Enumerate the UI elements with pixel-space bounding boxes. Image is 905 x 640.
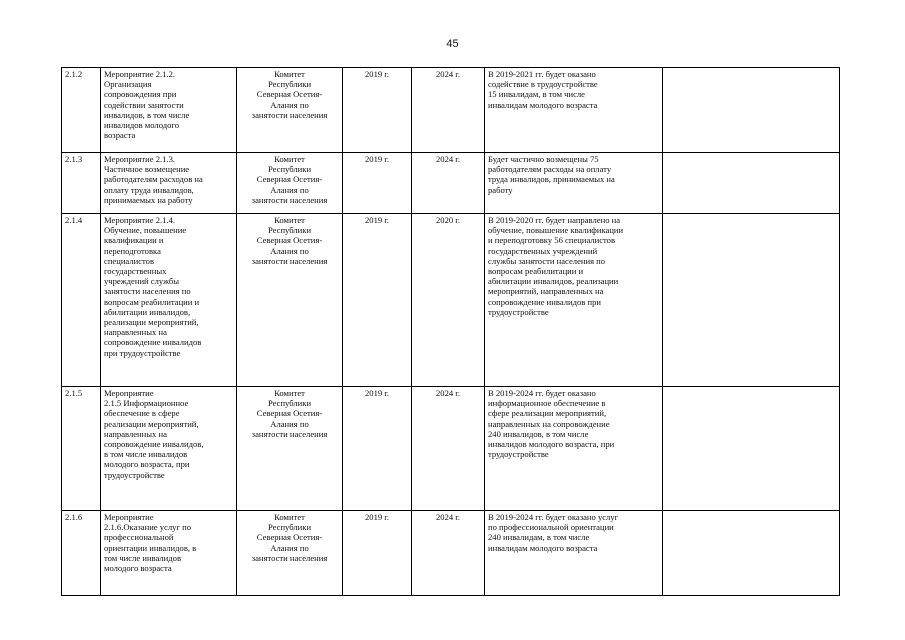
table-row bbox=[62, 153, 840, 214]
empty-cell bbox=[663, 153, 840, 214]
expected-result: В 2019-2021 гг. будет оказано содействие в трудоустройстве 15 инвалидам, в том числе инвалидам молодого возраста bbox=[485, 68, 663, 153]
row-number: 2.1.2 bbox=[62, 68, 101, 153]
end-year: 2024 г. bbox=[412, 153, 485, 214]
end-year: 2024 г. bbox=[412, 511, 485, 596]
executor: Комитет Республики Северная Осетия- Алания по занятости населения bbox=[237, 68, 343, 153]
empty-cell bbox=[663, 68, 840, 153]
activity-description: Мероприятие 2.1.4. Обучение, повышение квалификации и переподготовка специалистов государственных учреждений службы занятости населения по вопросам реабилитации и абилитации инвалидов, реализации мероприятий, направленных на сопровождение инвалидов при трудоустройстве bbox=[101, 214, 237, 387]
executor: Комитет Республики Северная Осетия- Алания по занятости населения bbox=[237, 153, 343, 214]
table-row bbox=[62, 511, 840, 596]
start-year: 2019 г. bbox=[343, 214, 412, 387]
program-activities-table bbox=[61, 67, 840, 596]
row-number: 2.1.3 bbox=[62, 153, 101, 214]
activity-description: Мероприятие 2.1.2. Организация сопровождения при содействии занятости инвалидов, в том числе инвалидов молодого возраста bbox=[101, 68, 237, 153]
activity-description: Мероприятие 2.1.3. Частичное возмещение работодателям расходов на оплату труда инвалидов, принимаемых на работу bbox=[101, 153, 237, 214]
empty-cell bbox=[663, 511, 840, 596]
page-number: 45 bbox=[446, 38, 459, 50]
start-year: 2019 г. bbox=[343, 387, 412, 511]
empty-cell bbox=[663, 214, 840, 387]
end-year: 2024 г. bbox=[412, 68, 485, 153]
row-number: 2.1.4 bbox=[62, 214, 101, 387]
row-number: 2.1.6 bbox=[62, 511, 101, 596]
table-row bbox=[62, 68, 840, 153]
end-year: 2020 г. bbox=[412, 214, 485, 387]
table-row bbox=[62, 387, 840, 511]
activity-description: Мероприятие 2.1.5 Информационное обеспечение в сфере реализации мероприятий, направленных на сопровождение инвалидов, в том числе инвалидов молодого возраста, при трудоустройстве bbox=[101, 387, 237, 511]
start-year: 2019 г. bbox=[343, 153, 412, 214]
expected-result: Будет частично возмещены 75 работодателям расходы на оплату труда инвалидов, принимаемых на работу bbox=[485, 153, 663, 214]
executor: Комитет Республики Северная Осетия- Алания по занятости населения bbox=[237, 387, 343, 511]
start-year: 2019 г. bbox=[343, 511, 412, 596]
empty-cell bbox=[663, 387, 840, 511]
expected-result: В 2019-2024 гг. будет оказано услуг по профессиональной ориентации 240 инвалидам, в том числе инвалидам молодого возраста bbox=[485, 511, 663, 596]
table-row bbox=[62, 214, 840, 387]
end-year: 2024 г. bbox=[412, 387, 485, 511]
expected-result: В 2019-2020 гг. будет направлено на обучение, повышение квалификации и переподготовку 56 специалистов государственных учреждений службы занятости населения по вопросам реабилитации и абилитации инвалидов, реализации мероприятий, направленных на сопровождение инвалидов при трудоустройстве bbox=[485, 214, 663, 387]
executor: Комитет Республики Северная Осетия- Алания по занятости населения bbox=[237, 214, 343, 387]
activity-description: Мероприятие 2.1.6.Оказание услуг по профессиональной ориентации инвалидов, в том числе инвалидов молодого возраста bbox=[101, 511, 237, 596]
start-year: 2019 г. bbox=[343, 68, 412, 153]
row-number: 2.1.5 bbox=[62, 387, 101, 511]
executor: Комитет Республики Северная Осетия- Алания по занятости населения bbox=[237, 511, 343, 596]
expected-result: В 2019-2024 гг. будет оказано информационное обеспечение в сфере реализации мероприятий, направленных на сопровождение 240 инвалидов, в том числе инвалидов молодого возраста, при трудоустройстве bbox=[485, 387, 663, 511]
